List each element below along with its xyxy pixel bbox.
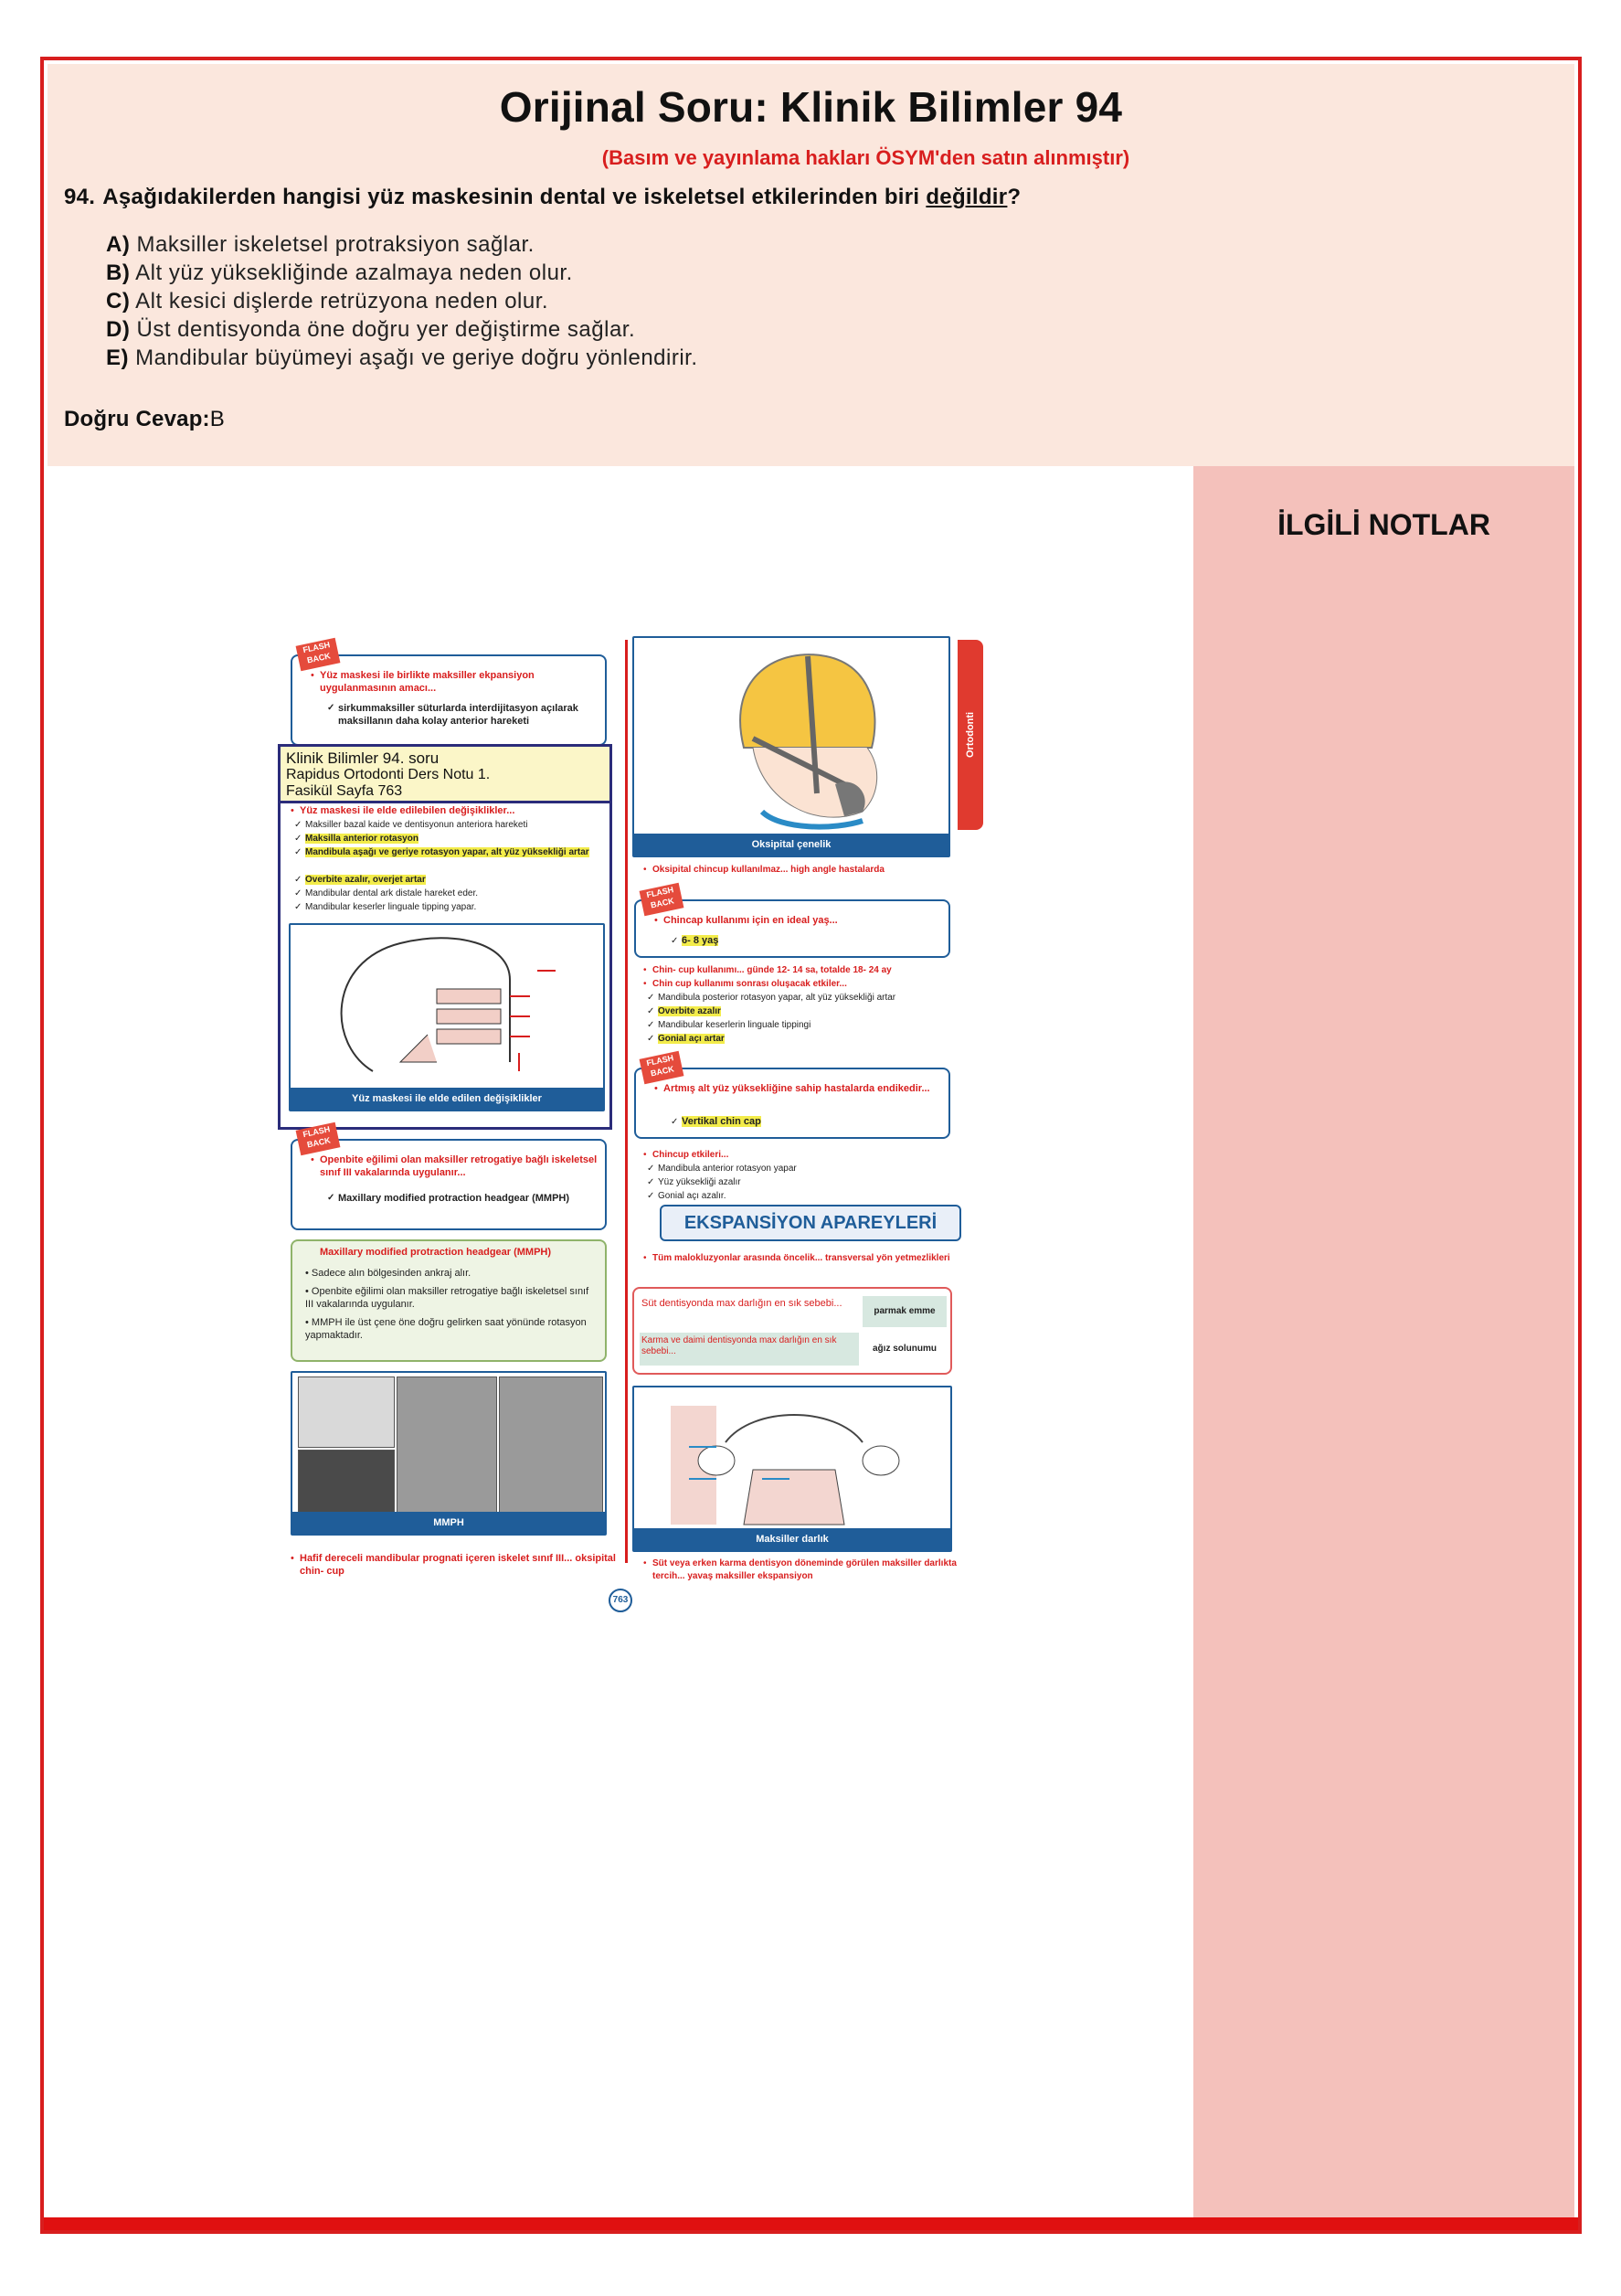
option-letter: E) (106, 345, 129, 370)
flashback-item: ✓ sirkummaksiller süturlarda interdijitasyon açılarak maksillanın daha kolay anterior hareketi (323, 702, 612, 728)
effects-title: Chin cup kullanımı sonrası oluşacak etkiler... (652, 979, 847, 989)
question-stem: Aşağıdakilerden hangisi yüz maskesinin dental ve iskeletsel etkilerinden biri (102, 185, 927, 209)
list-item: Gonial açı artar (658, 1034, 725, 1044)
table-cell: parmak emme (863, 1296, 947, 1327)
chincup-list (643, 963, 959, 1046)
bottom-bar (44, 2217, 1578, 2230)
correct-answer (64, 407, 225, 432)
reference-line: Fasikül Sayfa 763 (286, 783, 403, 799)
usage-note: Chin- cup kullanımı... günde 12- 14 sa, totalde 18- 24 ay (652, 965, 892, 975)
head-profile-icon (634, 638, 948, 832)
option-c (106, 287, 698, 315)
question-text (64, 185, 1021, 210)
textbook-page (258, 594, 985, 1621)
question-panel (48, 64, 1574, 466)
mmph-photo (298, 1377, 395, 1448)
dental-arch-diagram-icon (634, 1387, 950, 1526)
flashback-box (634, 1053, 950, 1139)
option-text: Mandibular büyümeyi aşağı ve geriye doğru yönlendirir. (135, 345, 698, 370)
list-item: Maksilla anterior rotasyon (305, 834, 418, 844)
option-a (106, 230, 698, 259)
option-text: Üst dentisyonda öne doğru yer değiştirme sağlar. (136, 317, 636, 342)
answer-value: B (209, 407, 225, 431)
list-item: Sadece alın bölgesinden ankraj alır. (311, 1268, 471, 1279)
option-letter: A) (106, 232, 131, 257)
figure-caption: Maksiller darlık (634, 1528, 950, 1550)
list-item: ✓ Yüz yüksekliği azalır (643, 1175, 954, 1189)
reference-highlight (278, 744, 612, 1130)
chincup-title: Chincup etkileri... (652, 1150, 729, 1160)
table-cell: ağız solunumu (873, 1344, 937, 1354)
note-text: Oksipital chincup kullanılmaz... high angle hastalarda (652, 865, 885, 875)
flashback-title: Artmış alt yüz yüksekliğine sahip hastalarda endikedir... (663, 1083, 930, 1094)
figure-mmph (291, 1371, 607, 1536)
list-item: ✓ Mandibula anterior rotasyon yapar (643, 1162, 954, 1175)
flashback-badge: FLASH BACK (640, 1051, 684, 1085)
flashback-item: 6- 8 yaş (682, 935, 719, 946)
etiology-table (632, 1287, 952, 1375)
flashback-box (634, 885, 950, 958)
related-notes-panel (1193, 466, 1574, 2217)
list-item: Overbite azalır (658, 1006, 721, 1016)
flashback-badge: FLASH BACK (296, 638, 341, 672)
list-item: ✓ Gonial açı azalır. (643, 1189, 954, 1203)
list-item: Mandibula aşağı ve geriye rotasyon yapar, alt yüz yüksekliği artar (305, 847, 589, 857)
option-d (106, 315, 698, 344)
note-text: Tüm malokluzyonlar arasında öncelik... transversal yön yetmezlikleri (652, 1253, 950, 1263)
figure-maxillary-constriction (632, 1386, 952, 1552)
question-mark: ? (1007, 185, 1022, 209)
mmph-title: Maxillary modified protraction headgear (MMPH) (320, 1247, 552, 1258)
flashback-badge: FLASH BACK (640, 883, 684, 917)
column-divider (625, 640, 628, 1563)
mmph-box: Maxillary modified protraction headgear (MMPH) • Sadece alın bölgesinden ankraj alır. • Openbite eğilimi olan maksiller retrogatiye bağlı iskeletsel sınıf III vakalarında uygulanır. • MMPH ile üst çene öne doğru gelirken saat yönünde rotasyon yapmaktadır. (291, 1239, 607, 1362)
page-number: 763 (609, 1589, 632, 1612)
flashback-title: Yüz maskesi ile birlikte maksiller ekpansiyon uygulanmasının amacı... (320, 670, 535, 694)
figure-caption: MMPH (292, 1512, 605, 1534)
flashback-box (291, 640, 607, 746)
figure-caption: Oksipital çenelik (634, 834, 948, 856)
list-item: Overbite azalır, overjet artar (305, 875, 426, 885)
reference-line: Rapidus Ortodonti Ders Notu 1. (286, 767, 491, 782)
list-item: ✓ Mandibular keserler linguale tipping yapar. (291, 900, 610, 914)
option-text: Maksiller iskeletsel protraksiyon sağlar. (136, 232, 535, 257)
flashback-item: ✓ Maxillary modified protraction headgear (MMPH) (323, 1192, 612, 1205)
mmph-photo (397, 1377, 497, 1515)
table-row (641, 1298, 861, 1327)
copyright-note: (Basım ve yayınlama hakları ÖSYM'den satın alınmıştır) (601, 146, 1130, 169)
figure-occipital-chincup (632, 636, 950, 857)
mmph-photo (499, 1377, 603, 1515)
list-item: ✓ Maksiller bazal kaide ve dentisyonun anteriora hareketi (291, 818, 610, 832)
list-item: ✓ Mandibular keserlerin linguale tippingi (643, 1018, 959, 1032)
flashback-badge: FLASH BACK (296, 1122, 341, 1156)
table-row (640, 1333, 859, 1366)
table-cell: Karma ve daimi dentisyonda max darlığın en sık sebebi... (641, 1335, 837, 1356)
table-cell: Süt dentisyonda max darlığın en sık sebebi... (641, 1298, 842, 1309)
option-letter: D) (106, 317, 131, 342)
effects-title: Yüz maskesi ile elde edilebilen değişiklikler... (300, 805, 515, 816)
section-tab: Ortodonti (958, 640, 983, 830)
related-notes-title: İLGİLİ NOTLAR (1277, 508, 1490, 541)
bottom-note: Hafif dereceli mandibular prognati içeren iskelet sınıf III... oksipital chin- cup (300, 1553, 616, 1577)
option-letter: B) (106, 260, 131, 285)
list-item: MMPH ile üst çene öne doğru gelirken saat yönünde rotasyon yapmaktadır. (305, 1317, 587, 1341)
option-e (106, 344, 698, 372)
answer-options (106, 230, 698, 372)
option-b (106, 259, 698, 287)
list-item: Openbite eğilimi olan maksiller retrogatiye bağlı iskeletsel sınıf III vakalarında uygulanır. (305, 1286, 589, 1310)
list-item: ✓ Mandibula posterior rotasyon yapar, alt yüz yüksekliği artar (643, 991, 959, 1004)
reference-line: Klinik Bilimler 94. soru (286, 749, 440, 767)
option-text: Alt yüz yüksekliğinde azalmaya neden olur. (135, 260, 573, 285)
figure-caption: Yüz maskesi ile elde edilen değişiklikler (291, 1088, 603, 1110)
answer-label: Doğru Cevap: (64, 407, 210, 431)
chincup-effects (643, 1148, 954, 1203)
page-title: Orijinal Soru: Klinik Bilimler 94 (499, 83, 1123, 131)
flashback-title: Chincap kullanımı için en ideal yaş... (663, 915, 838, 926)
list-item: ✓ Mandibular dental ark distale hareket eder. (291, 887, 610, 900)
option-letter: C) (106, 289, 131, 314)
mmph-photo (298, 1450, 395, 1515)
question-number: 94. (64, 185, 96, 209)
option-text: Alt kesici dişlerde retrüzyona neden olur. (135, 289, 549, 314)
flashback-item: Vertikal chin cap (682, 1116, 761, 1127)
section-heading: EKSPANSİYON APAREYLERİ (660, 1205, 961, 1241)
question-negation: değildir (926, 185, 1008, 209)
reference-label (281, 747, 609, 803)
bottom-note: Süt veya erken karma dentisyon döneminde görülen maksiller darlıkta tercih... yavaş maksiller ekspansiyon (652, 1558, 957, 1581)
flashback-box (291, 1124, 607, 1230)
flashback-title: Openbite eğilimi olan maksiller retrogatiye bağlı iskeletsel sınıf III vakalarında uygulanır... (320, 1154, 598, 1178)
